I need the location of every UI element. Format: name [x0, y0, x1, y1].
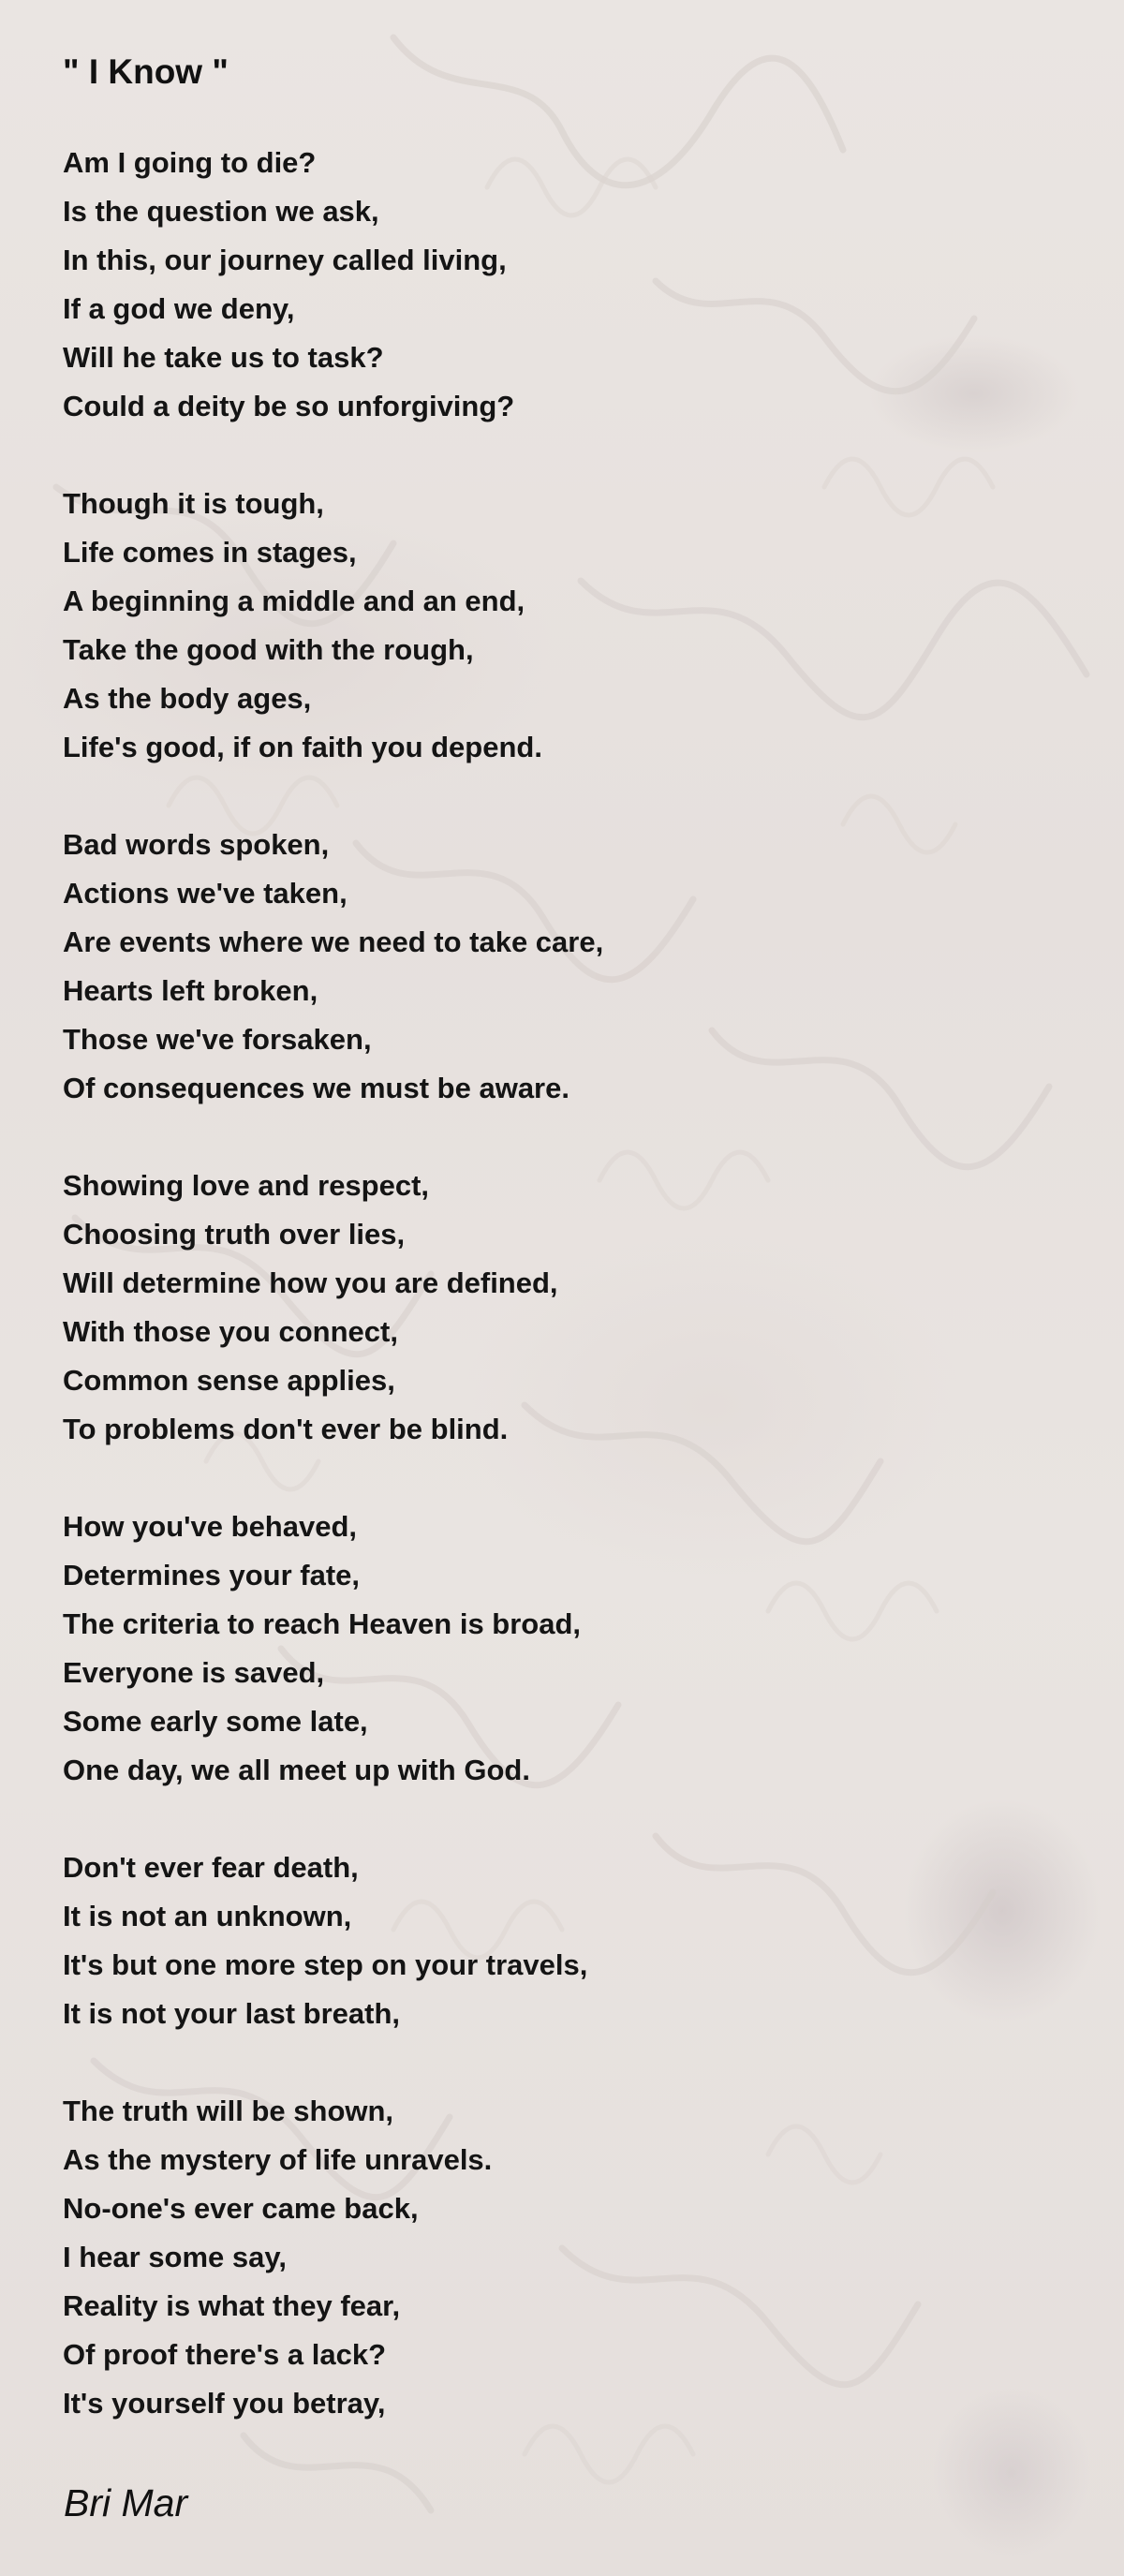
- poem-line: Of proof there's a lack?: [63, 2338, 387, 2371]
- poem-author: Bri Mar: [64, 2481, 188, 2524]
- poem-line: No-one's ever came back,: [63, 2192, 419, 2225]
- poem-line: As the body ages,: [63, 682, 312, 715]
- poem-stanza: [63, 139, 1056, 431]
- poem-line: A beginning a middle and an end,: [63, 585, 525, 617]
- poem-line: Take the good with the rough,: [63, 633, 474, 666]
- poem-line: Reality is what they fear,: [63, 2289, 401, 2322]
- poem-line: It is not your last breath,: [63, 1997, 400, 2030]
- poem-stanza: [63, 1503, 1056, 1795]
- poem-body: [63, 139, 1056, 2428]
- poem-line: In this, our journey called living,: [63, 244, 507, 276]
- poem-line: Common sense applies,: [63, 1364, 395, 1397]
- poem-line: It's but one more step on your travels,: [63, 1948, 588, 1981]
- poem-line: Are events where we need to take care,: [63, 925, 604, 958]
- poem-line: As the mystery of life unravels.: [63, 2143, 493, 2176]
- poem-line: It is not an unknown,: [63, 1900, 352, 1932]
- poem-line: The criteria to reach Heaven is broad,: [63, 1607, 582, 1640]
- poem-line: The truth will be shown,: [63, 2095, 394, 2127]
- poem-line: With those you connect,: [63, 1315, 398, 1348]
- poem-line: Some early some late,: [63, 1705, 368, 1738]
- poem-line: Life's good, if on faith you depend.: [63, 731, 542, 763]
- poem-line: Life comes in stages,: [63, 536, 357, 569]
- poem-line: To problems don't ever be blind.: [63, 1413, 509, 1445]
- poem-line: Those we've forsaken,: [63, 1023, 372, 1056]
- poem-line: Is the question we ask,: [63, 195, 379, 228]
- poem-stanza: [63, 480, 1056, 772]
- poem-container: [63, 49, 1056, 2477]
- poem-line: Will he take us to task?: [63, 341, 384, 374]
- poem-line: Determines your fate,: [63, 1559, 360, 1591]
- poem-line: Bad words spoken,: [63, 828, 330, 861]
- poem-line: Though it is tough,: [63, 487, 324, 520]
- poem-stanza: [63, 1162, 1056, 1454]
- poem-line: Choosing truth over lies,: [63, 1218, 406, 1251]
- poem-line: Am I going to die?: [63, 146, 317, 179]
- poem-line: One day, we all meet up with God.: [63, 1754, 530, 1786]
- poem-line: How you've behaved,: [63, 1510, 358, 1543]
- poem-stanza: [63, 1843, 1056, 2038]
- poem-line: Could a deity be so unforgiving?: [63, 390, 515, 422]
- poem-line: I hear some say,: [63, 2241, 287, 2273]
- poem-line: Showing love and respect,: [63, 1169, 430, 1202]
- poem-title: " I Know ": [63, 52, 229, 91]
- poem-line: Hearts left broken,: [63, 974, 318, 1007]
- poem-line: If a god we deny,: [63, 292, 295, 325]
- poem-line: It's yourself you betray,: [63, 2387, 386, 2420]
- poem-line: Don't ever fear death,: [63, 1851, 359, 1884]
- poem-stanza: [63, 821, 1056, 1113]
- poem-line: Actions we've taken,: [63, 877, 348, 910]
- poem-line: Of consequences we must be aware.: [63, 1072, 569, 1104]
- poem-stanza: [63, 2087, 1056, 2428]
- poem-line: Will determine how you are defined,: [63, 1266, 558, 1299]
- poem-line: Everyone is saved,: [63, 1656, 325, 1689]
